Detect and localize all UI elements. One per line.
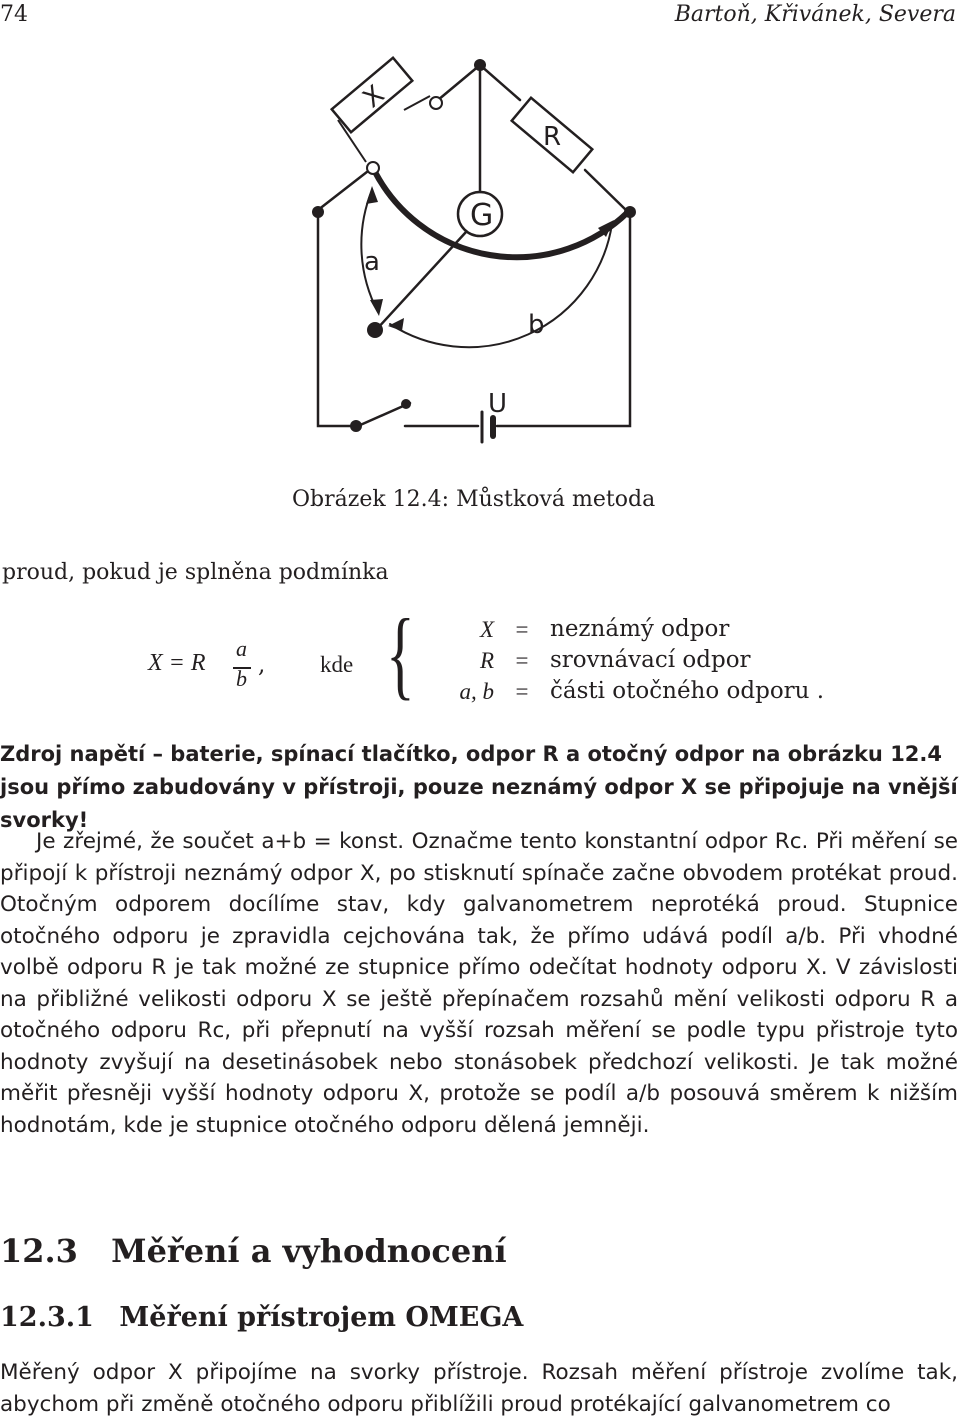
definition-table xyxy=(420,614,828,707)
label-resistor-x: X xyxy=(357,79,391,115)
definition-equals: = xyxy=(515,679,529,704)
figure-caption: Obrázek 12.4: Můstková metoda xyxy=(292,487,656,512)
wire-slider xyxy=(376,232,466,330)
label-arc-b: b xyxy=(528,310,545,340)
subsection-number: 12.3.1 xyxy=(0,1302,94,1333)
equation-kde: kde xyxy=(320,652,354,677)
equation-lhs: X = R xyxy=(148,650,206,676)
wire-r-to-right xyxy=(585,170,628,212)
definition-equals: = xyxy=(515,648,529,673)
definition-row xyxy=(420,614,828,645)
node-top xyxy=(474,59,486,71)
equation-comma: , xyxy=(258,652,266,678)
wire-top-to-r xyxy=(480,65,520,100)
page-number: 74 xyxy=(0,2,28,27)
body-paragraph-1: Je zřejmé, že součet a+b = konst. Označme tento konstantní odpor Rc. Při měření se připojí k přístroji neznámý odpor X, po stisknutí spínače začne obvodem protékat proud. Otočným odporem docílíme stav, kdy galvanometrem neprotéká proud. Stupnice otočného odporu je zpravidla cejchována tak, že přímo udává podíl a/b. Při vhodné volbě odporu R je tak možné ze stupnice přímo odečítat hodnoty odporu X. V závislosti na přibližné velikosti odporu X se ještě přepínačem rozsahů mění velikosti odporu R a otočného odporu Rc, při přepnutí na vyšší rozsah měření se podle typu přistroje tyto hodnoty zvyšují na desetinásobek nebo stonásobek předchozí velikosti. Je tak možné měřit přesněji vyšší hodnoty odporu X, protože se podíl a/b posouvá směrem k nižším hodnotám, kde je stupnice otočného odporu dělená jemněji. xyxy=(0,829,958,1138)
definition-row xyxy=(420,676,828,707)
label-source-u: U xyxy=(488,389,508,419)
definition-symbol: X xyxy=(479,617,494,642)
label-galvanometer: G xyxy=(470,198,494,233)
lead-text: proud, pokud je splněna podmínka xyxy=(2,560,389,585)
terminal-x-top xyxy=(430,97,442,109)
label-resistor-r: R xyxy=(543,122,562,152)
wire-left xyxy=(318,210,355,426)
node-switch-left xyxy=(350,420,362,432)
section-heading xyxy=(0,1232,507,1270)
definition-description: části otočného odporu . xyxy=(550,678,825,704)
definition-description: neznámý odpor xyxy=(550,616,730,642)
fraction-denominator: b xyxy=(236,666,247,691)
wire-top-to-x xyxy=(438,65,480,100)
node-right xyxy=(624,206,636,218)
node-left xyxy=(312,206,324,218)
bridge-circuit-diagram xyxy=(0,0,960,480)
subsection-title: Měření přístrojem OMEGA xyxy=(119,1302,524,1333)
body-paragraph-2: Měřený odpor X připojíme na svorky přístroje. Rozsah měření přístroje zvolíme tak, abychom při změně otočného odporu přiblížili proud protékající galvanometrem co xyxy=(0,1360,958,1417)
section-number: 12.3 xyxy=(0,1232,78,1270)
label-arc-a: a xyxy=(364,247,380,277)
node-switch-right xyxy=(401,399,411,409)
bold-note: Zdroj napětí – baterie, spínací tlačítko, odpor R a otočný odpor na obrázku 12.4 jsou přímo zabudovány v přístroji, pouze neznámý odpor X se připojuje na vnější svorky! xyxy=(0,742,958,832)
fraction-numerator: a xyxy=(236,636,247,661)
subsection-heading xyxy=(0,1302,523,1333)
definition-row xyxy=(420,645,828,676)
definition-symbol: R xyxy=(479,648,494,673)
definition-brace: { xyxy=(386,598,415,709)
definition-equals: = xyxy=(515,617,529,642)
wire-x-to-arc xyxy=(318,168,372,210)
terminal-x-bottom xyxy=(367,162,379,174)
running-head-authors: Bartoň, Křivánek, Severa xyxy=(674,2,956,27)
wire-right xyxy=(497,212,630,426)
node-slider xyxy=(367,322,383,338)
section-title: Měření a vyhodnocení xyxy=(111,1232,507,1270)
definition-symbol: a, b xyxy=(459,679,494,704)
definition-description: srovnávací odpor xyxy=(550,647,751,673)
